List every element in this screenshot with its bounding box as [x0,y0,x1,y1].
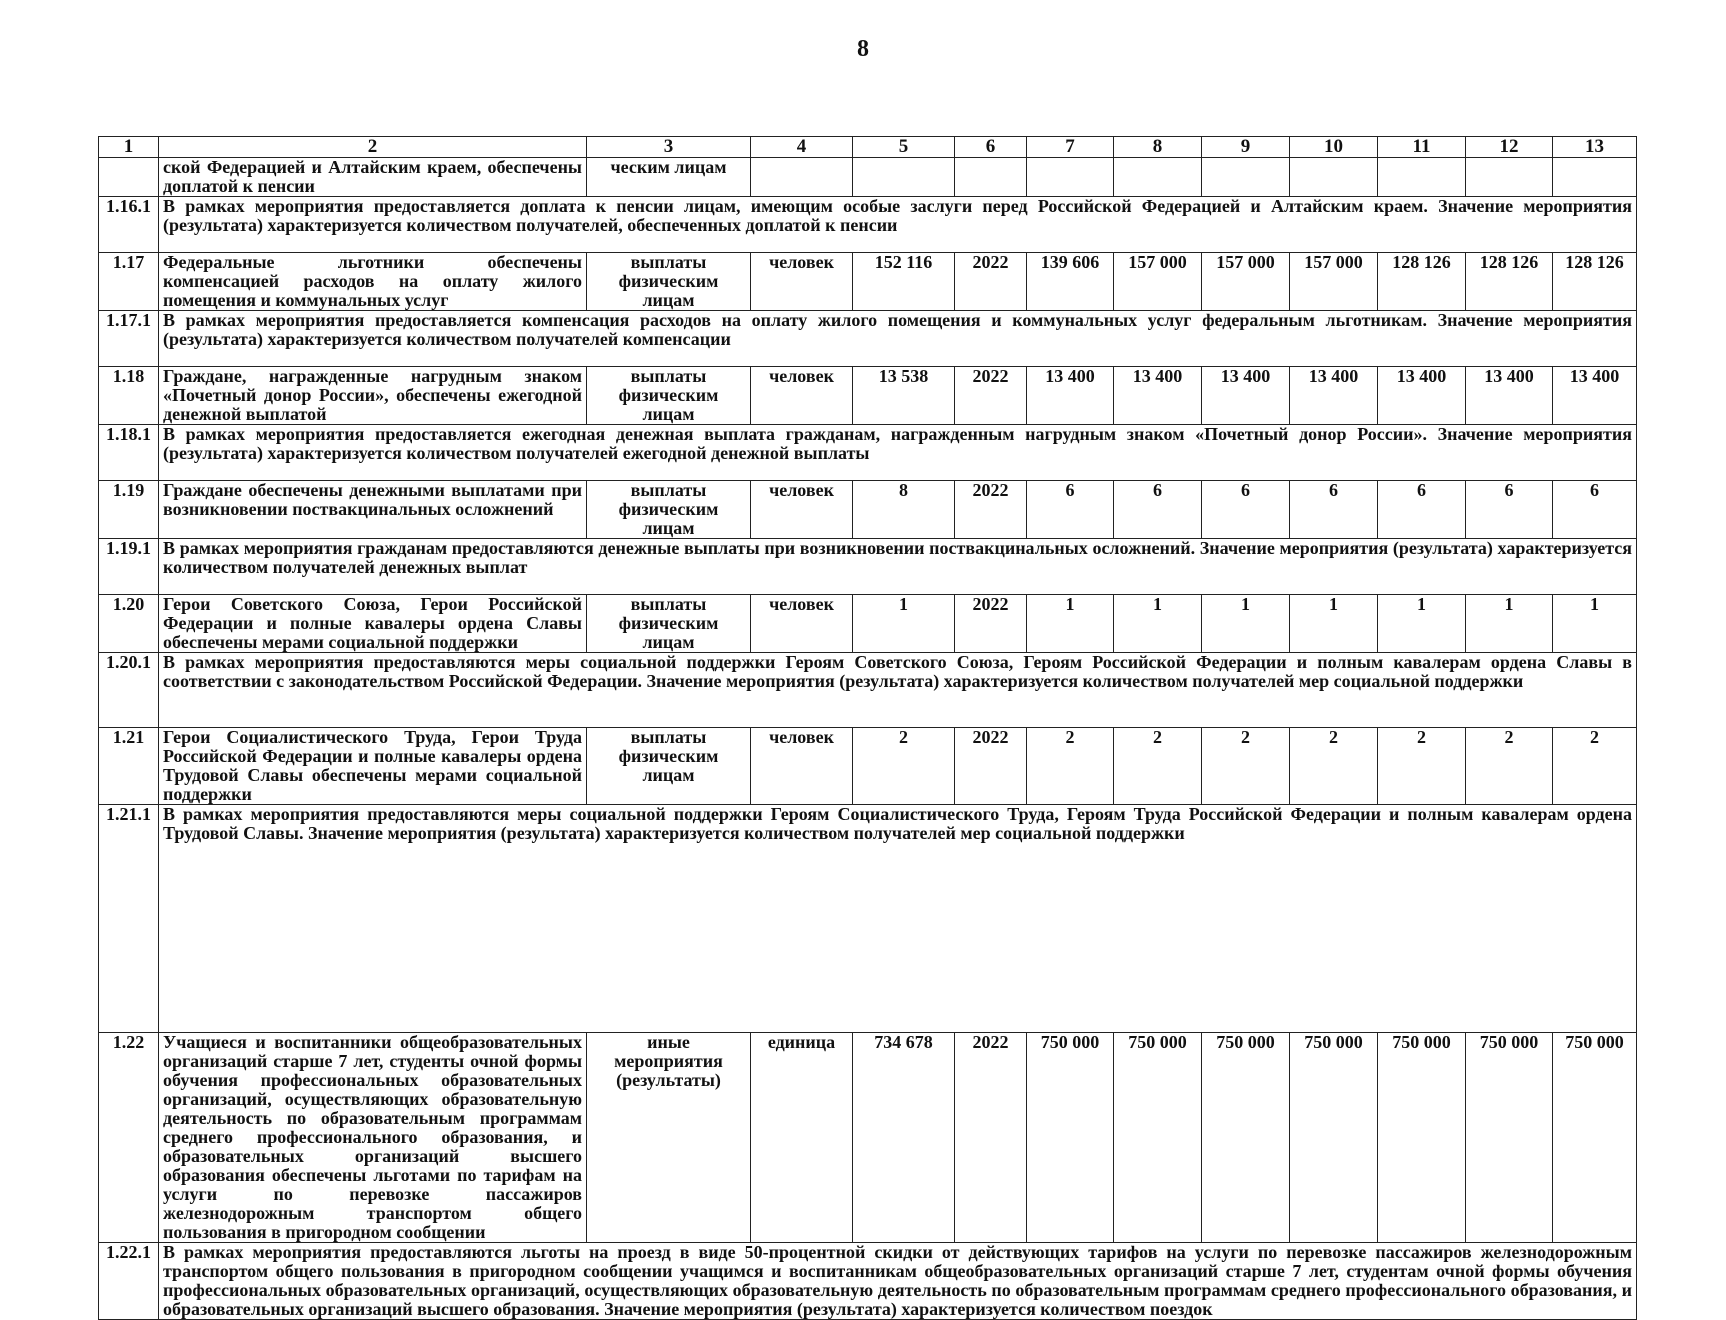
unit-of-measure: человек [751,595,853,653]
result-name: Герои Советского Союза, Герои Российской Федерации и полные кавалеры ордена Славы обеспечены мерами социальной поддержки [159,595,587,653]
row-number: 1.20 [99,595,159,653]
row-description: В рамках мероприятия предоставляется компенсация расходов на оплату жилого помещения и коммунальных услуг федеральным льготникам. Значение мероприятия (результата) характеризуется количеством получателей компенсации [159,311,1637,367]
row-description: В рамках мероприятия гражданам предоставляются денежные выплаты при возникновении поствакцинальных осложнений. Значение мероприятия (результата) характеризуется количеством получателей денежных выплат [159,539,1637,595]
value-cell [1290,158,1378,197]
value-cell [1466,158,1553,197]
value-cell: 6 [1466,481,1553,539]
table-row [99,728,1637,805]
row-number [99,158,159,197]
value-cell: 1 [1027,595,1114,653]
value-cell: 1 [1553,595,1637,653]
column-number-header: 5 [853,137,955,158]
column-number-header: 3 [587,137,751,158]
column-number-header: 6 [955,137,1027,158]
row-number: 1.17.1 [99,311,159,367]
result-name: Федеральные льготники обеспечены компенсацией расходов на оплату жилого помещения и коммунальных услуг [159,253,587,311]
value-cell: 8 [853,481,955,539]
row-number: 1.20.1 [99,653,159,728]
value-cell: 750 000 [1202,1033,1290,1243]
value-cell: 2 [853,728,955,805]
unit-of-measure: человек [751,253,853,311]
unit-of-measure: человек [751,481,853,539]
description-row [99,653,1637,728]
column-number-header: 1 [99,137,159,158]
table-row [99,253,1637,311]
value-cell: 2 [1378,728,1466,805]
value-cell: 1 [1290,595,1378,653]
value-cell: 2 [1027,728,1114,805]
description-row [99,1243,1637,1320]
value-cell: 2 [1290,728,1378,805]
row-number: 1.18 [99,367,159,425]
value-cell: 750 000 [1466,1033,1553,1243]
column-number-header: 7 [1027,137,1114,158]
unit-of-measure: единица [751,1033,853,1243]
value-cell [1114,158,1202,197]
row-description: В рамках мероприятия предоставляются меры социальной поддержки Героям Советского Союза, Героям Российской Федерации и полным кавалерам ордена Славы в соответствии с законодательством Российской Федерации. Значение мероприятия (результата) характеризуется количеством получателей мер социальной поддержки [159,653,1637,728]
description-row [99,425,1637,481]
value-cell: 152 116 [853,253,955,311]
value-cell: 13 400 [1553,367,1637,425]
value-cell: 6 [1027,481,1114,539]
description-row [99,197,1637,253]
value-cell: 2022 [955,728,1027,805]
value-cell: 750 000 [1027,1033,1114,1243]
value-cell: 157 000 [1202,253,1290,311]
result-name: ской Федерацией и Алтайским краем, обеспечены доплатой к пенсии [159,158,587,197]
value-cell: 2 [1202,728,1290,805]
description-row [99,539,1637,595]
value-cell [1202,158,1290,197]
row-number: 1.17 [99,253,159,311]
column-number-header: 13 [1553,137,1637,158]
result-type: ческим лицам [587,158,751,197]
row-number: 1.18.1 [99,425,159,481]
value-cell: 2 [1114,728,1202,805]
result-name: Граждане, награжденные нагрудным знаком «Почетный донор России», обеспечены ежегодной денежной выплатой [159,367,587,425]
table-row [99,595,1637,653]
description-row [99,311,1637,367]
row-number: 1.19.1 [99,539,159,595]
value-cell: 2022 [955,367,1027,425]
value-cell: 6 [1553,481,1637,539]
value-cell: 13 400 [1114,367,1202,425]
result-type: выплаты физическим лицам [587,595,751,653]
table-row [99,481,1637,539]
value-cell: 1 [1378,595,1466,653]
value-cell: 2022 [955,1033,1027,1243]
value-cell: 6 [1290,481,1378,539]
value-cell: 2022 [955,481,1027,539]
value-cell: 157 000 [1114,253,1202,311]
value-cell [955,158,1027,197]
result-name: Граждане обеспечены денежными выплатами при возникновении поствакцинальных осложнений [159,481,587,539]
value-cell: 2022 [955,595,1027,653]
row-number: 1.21.1 [99,805,159,1033]
value-cell: 750 000 [1378,1033,1466,1243]
unit-of-measure: человек [751,728,853,805]
column-number-header: 8 [1114,137,1202,158]
row-description: В рамках мероприятия предоставляются меры социальной поддержки Героям Социалистического Труда, Героям Труда Российской Федерации и полным кавалерам ордена Трудовой Славы. Значение мероприятия (результата) характеризуется количеством получателей мер социальной поддержки [159,805,1637,1033]
value-cell: 13 400 [1466,367,1553,425]
value-cell: 734 678 [853,1033,955,1243]
value-cell: 139 606 [1027,253,1114,311]
value-cell [1378,158,1466,197]
value-cell: 13 400 [1290,367,1378,425]
value-cell: 6 [1202,481,1290,539]
value-cell: 128 126 [1553,253,1637,311]
row-number: 1.22 [99,1033,159,1243]
column-number-header: 11 [1378,137,1466,158]
table-header-row [99,137,1637,158]
result-name: Герои Социалистического Труда, Герои Труда Российской Федерации и полные кавалеры ордена Трудовой Славы обеспечены мерами социальной поддержки [159,728,587,805]
value-cell: 750 000 [1114,1033,1202,1243]
result-name: Учащиеся и воспитанники общеобразовательных организаций старше 7 лет, студенты очной формы обучения профессиональных образовательных организаций, осуществляющих образовательную деятельность по образовательным программам среднего профессионального образования, и образовательных организаций высшего образования обеспечены льготами по тарифам на услуги по перевозке пассажиров железнодорожным транспортом общего пользования в пригородном сообщении [159,1033,587,1243]
value-cell [1027,158,1114,197]
value-cell [853,158,955,197]
value-cell: 6 [1378,481,1466,539]
row-number: 1.19 [99,481,159,539]
value-cell: 2 [1466,728,1553,805]
column-number-header: 9 [1202,137,1290,158]
value-cell: 2022 [955,253,1027,311]
row-number: 1.21 [99,728,159,805]
row-description: В рамках мероприятия предоставляются льготы на проезд в виде 50-процентной скидки от действующих тарифов на услуги по перевозке пассажиров железнодорожным транспортом общего пользования в пригородном сообщении учащимся и воспитанникам общеобразовательных организаций старше 7 лет, студентам очной формы обучения профессиональных образовательных организаций, осуществляющих образовательную деятельность по образовательным программам среднего профессионального образования, и образовательных организаций высшего образования. Значение мероприятия (результата) характеризуется количеством поездок [159,1243,1637,1320]
value-cell: 13 538 [853,367,955,425]
result-type: выплаты физическим лицам [587,253,751,311]
result-type: выплаты физическим лицам [587,728,751,805]
table-row [99,1033,1637,1243]
row-number: 1.16.1 [99,197,159,253]
value-cell: 6 [1114,481,1202,539]
unit-of-measure [751,158,853,197]
row-number: 1.22.1 [99,1243,159,1320]
table-row [99,367,1637,425]
value-cell: 2 [1553,728,1637,805]
measures-table [98,136,1637,1320]
column-number-header: 4 [751,137,853,158]
value-cell: 13 400 [1378,367,1466,425]
result-type: выплаты физическим лицам [587,481,751,539]
column-number-header: 12 [1466,137,1553,158]
value-cell: 1 [1202,595,1290,653]
row-description: В рамках мероприятия предоставляется доплата к пенсии лицам, имеющим особые заслуги перед Российской Федерацией и Алтайским краем. Значение мероприятия (результата) характеризуется количеством получателей, обеспеченных доплатой к пенсии [159,197,1637,253]
value-cell: 13 400 [1202,367,1290,425]
value-cell: 128 126 [1466,253,1553,311]
result-type: выплаты физическим лицам [587,367,751,425]
result-type: иные мероприятия (результаты) [587,1033,751,1243]
row-description: В рамках мероприятия предоставляется ежегодная денежная выплата гражданам, награжденным нагрудным знаком «Почетный донор России». Значение мероприятия (результата) характеризуется количеством получателей ежегодной денежной выплаты [159,425,1637,481]
column-number-header: 2 [159,137,587,158]
table-row [99,158,1637,197]
description-row [99,805,1637,1033]
value-cell: 128 126 [1378,253,1466,311]
value-cell: 13 400 [1027,367,1114,425]
unit-of-measure: человек [751,367,853,425]
column-number-header: 10 [1290,137,1378,158]
value-cell: 1 [1114,595,1202,653]
value-cell [1553,158,1637,197]
value-cell: 1 [853,595,955,653]
value-cell: 750 000 [1553,1033,1637,1243]
value-cell: 1 [1466,595,1553,653]
page-number: 8 [857,36,869,62]
value-cell: 157 000 [1290,253,1378,311]
value-cell: 750 000 [1290,1033,1378,1243]
